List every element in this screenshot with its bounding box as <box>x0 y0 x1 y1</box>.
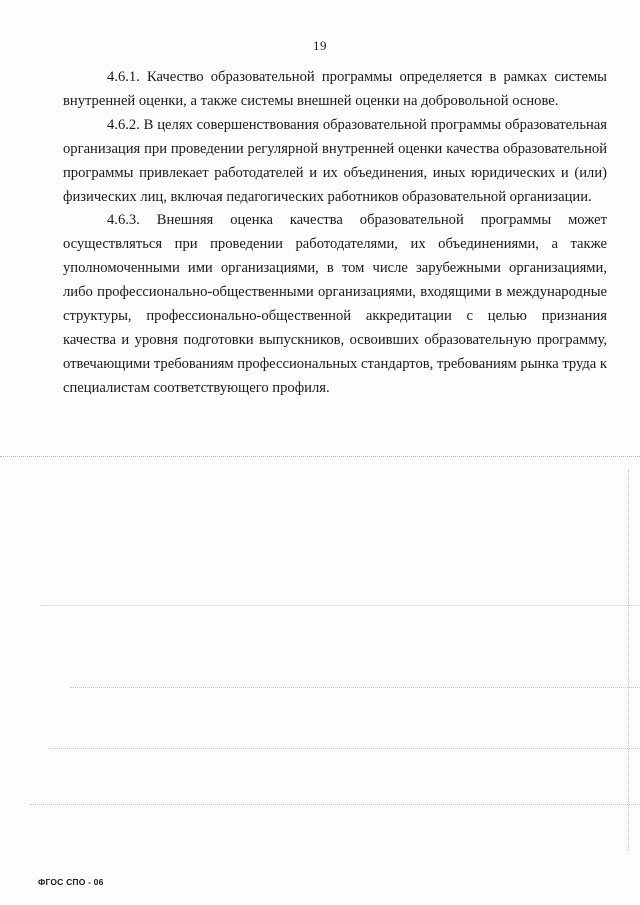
page-number: 19 <box>313 38 327 53</box>
scan-artifact-vline <box>628 470 629 850</box>
scan-artifact-line <box>30 804 640 805</box>
scan-artifact-line <box>70 687 640 688</box>
scan-artifact-line <box>48 748 640 749</box>
paragraph-4-6-3: 4.6.3. Внешняя оценка качества образовательной программы может осуществляться при проведении работодателями, их объединениями, а также уполномоченными ими организациями, в том числе зарубежными организациями, либо профессионально-общественными организациями, входящими в международные структуры, профессионально-общественной аккредитации с целью признания качества и уровня подготовки выпускников, освоивших образовательную программу, отвечающими требованиям профессиональных стандартов, требованиям рынка труда к специалистам соответствующего профиля. <box>63 212 608 396</box>
scan-artifact-line <box>40 605 640 606</box>
footer-label: ФГОС СПО - 06 <box>38 877 104 887</box>
document-body <box>63 66 607 401</box>
scan-artifact-line <box>0 456 640 457</box>
paragraph-4-6-1: 4.6.1. Качество образовательной программы определяется в рамках системы внутренней оценки, а также системы внешней оценки на добровольной основе. <box>63 69 607 109</box>
paragraph-4-6-2: 4.6.2. В целях совершенствования образовательной программы образовательная организация при проведении регулярной внутренней оценки качества образовательной программы привлекает работодателей и их объединения, иных юридических и (или) физических лиц, включая педагогических работников образовательной организации. <box>63 116 607 205</box>
